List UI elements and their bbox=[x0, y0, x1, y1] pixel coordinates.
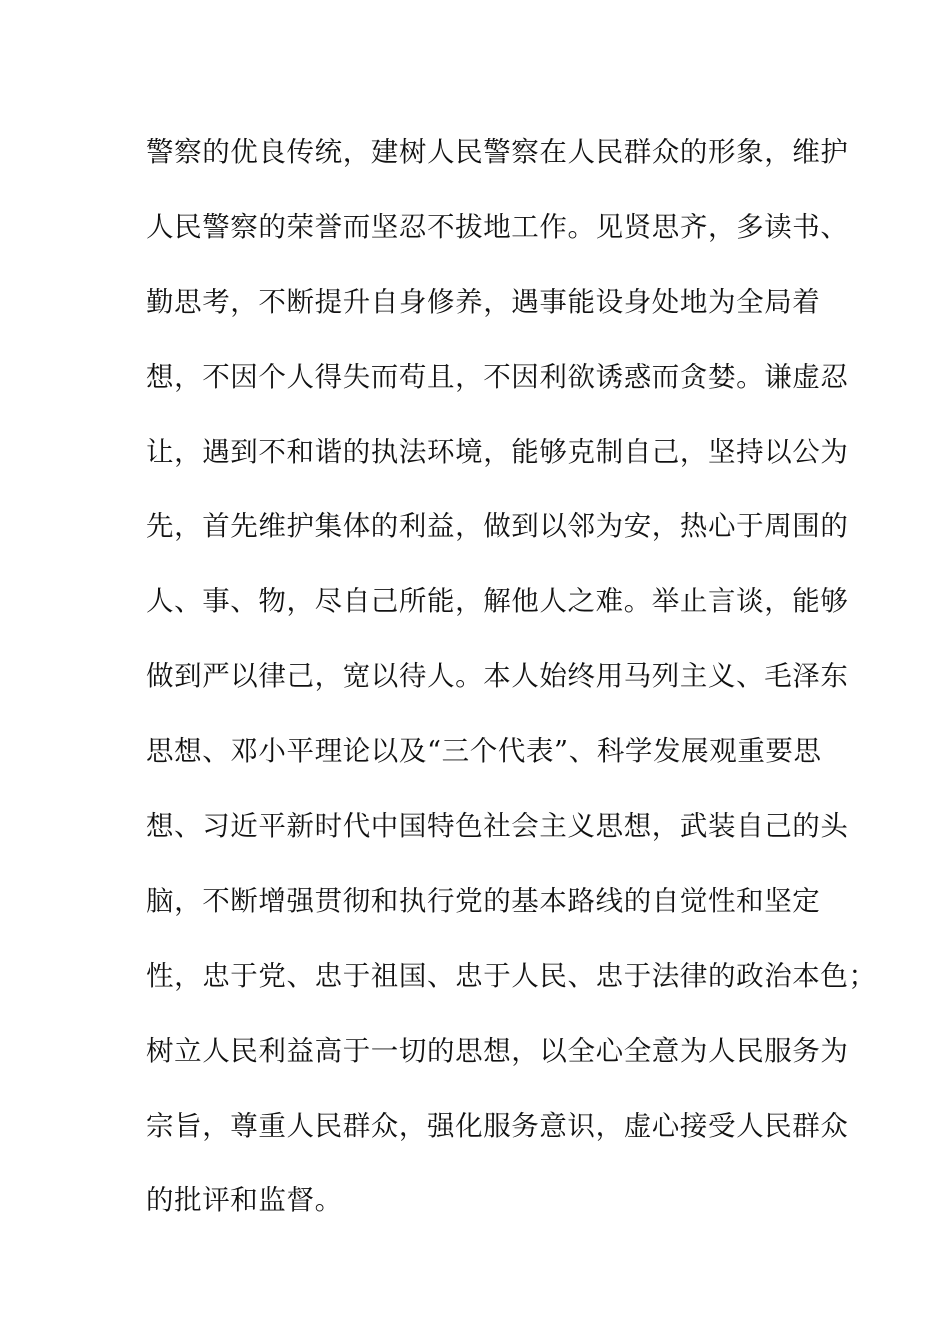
text-line: 性，忠于党、忠于祖国、忠于人民、忠于法律的政治本色； bbox=[146, 959, 877, 992]
text-line: 勤思考，不断提升自身修养，遇事能设身处地为全局着 bbox=[146, 285, 821, 318]
text-line: 做到严以律己，宽以待人。本人始终用马列主义、毛泽东 bbox=[146, 660, 849, 693]
text-line: 警察的优良传统，建树人民警察在人民群众的形象，维护 bbox=[146, 136, 849, 168]
text-line: 宗旨，尊重人民群众，强化服务意识，虚心接受人民群众 bbox=[146, 1109, 849, 1142]
text-line: 先，首先维护集体的利益，做到以邻为安，热心于周围的 bbox=[146, 510, 849, 543]
text-line: 想、习近平新时代中国特色社会主义思想，武装自己的头 bbox=[146, 810, 849, 843]
text-line: 人民警察的荣誉而坚忍不拔地工作。见贤思齐，多读书、 bbox=[146, 210, 849, 243]
text-line: 让，遇到不和谐的执法环境，能够克制自己，坚持以公为 bbox=[146, 435, 849, 468]
text-line: 树立人民利益高于一切的思想，以全心全意为人民服务为 bbox=[146, 1034, 849, 1067]
body-text bbox=[146, 128, 877, 1251]
text-line: 脑，不断增强贯彻和执行党的基本路线的自觉性和坚定 bbox=[146, 884, 821, 917]
text-line: 人、事、物，尽自己所能，解他人之难。举止言谈，能够 bbox=[146, 585, 849, 618]
text-line: 想，不因个人得失而苟且，不因利欲诱惑而贪婪。谦虚忍 bbox=[146, 360, 849, 393]
text-line: 的批评和监督。 bbox=[146, 1184, 343, 1217]
text-line: 思想、邓小平理论以及“三个代表”、科学发展观重要思 bbox=[146, 735, 822, 768]
